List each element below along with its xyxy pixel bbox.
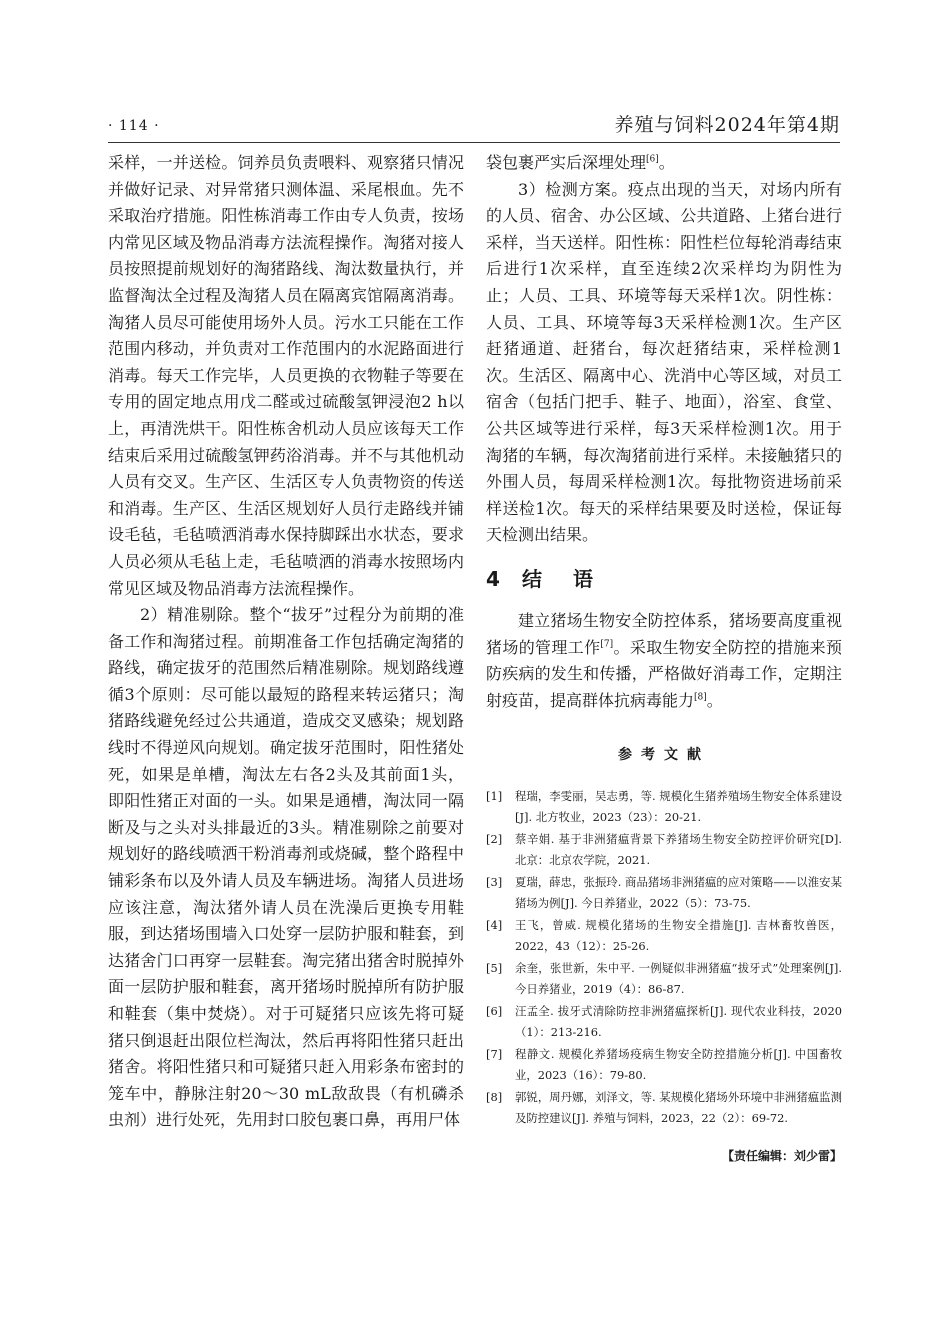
citation-8: [8] (694, 692, 707, 703)
left-paragraph-2: 2）精准剔除。整个“拔牙”过程分为前期的准备工作和淘猪过程。前期准备工作包括确定淘猪的路线，确定拔牙的范围然后精准剔除。规划路线遵循3个原则：尽可能以最短的路程来转运猪只；淘猪路线避免经过公共通道，造成交叉感染；规划路线时不得逆风向规划。确定拔牙范围时，阳性猪处死，如果是单槽，淘汰左右各2头及其前面1头，即阳性猪正对面的一头。如果是通槽，淘汰同一隔断及与之头对头排最近的3头。精准剔除之前要对规划好的路线喷洒干粉消毒剂或烧碱，整个路程中铺彩条布以及外请人员及车辆进场。淘猪人员进场应该注意，淘汰猪外请人员在洗澡后更换专用鞋服，到达猪场围墙入口处穿一层防护服和鞋套，到达猪舍门口再穿一层鞋套。淘完猪出猪舍时脱掉外面一层防护服和鞋套，离开猪场时脱掉所有防护服和鞋套（集中焚烧）。对于可疑猪只应该先将可疑猪只倒退赶出限位栏淘汰，然后再将阳性猪只赶出猪舍。将阳性猪只和可疑猪只赶入用彩条布密封的笼车中，静脉注射20～30 mL敌敌畏（有机磷杀虫剂）进行处死，先用封口胶包裹口鼻，再用尸体 (108, 605, 464, 1130)
reference-item (486, 1087, 842, 1129)
section-number: 4 (486, 566, 500, 591)
right-paragraph-1-end: 。 (658, 153, 675, 172)
reference-item (486, 1044, 842, 1086)
reference-text: 程瑞，李雯丽，吴志勇，等. 规模化生猪养殖场生物安全体系建设[J]. 北方牧业，2023（23）：20-21. (515, 789, 842, 825)
reference-label: [3] (486, 875, 503, 890)
page-number: · 114 · (108, 118, 160, 134)
page-header (108, 108, 840, 142)
reference-label: [2] (486, 832, 503, 847)
reference-label: [5] (486, 961, 503, 976)
left-column (108, 150, 464, 1134)
reference-label: [4] (486, 918, 503, 933)
citation-7: [7] (600, 639, 614, 650)
reference-label: [6] (486, 1004, 503, 1019)
conclusion-text-2: 。采取生物安全防控的措施来预防疾病的发生和传播，严格做好消毒工作，定期注射疫苗，提高群体抗病毒能力 (486, 637, 842, 710)
header-rule (108, 142, 840, 143)
reference-text: 蔡辛娟. 基于非洲猪瘟背景下养猪场生物安全防控评价研究[D]. 北京：北京农学院，2021. (515, 832, 842, 868)
reference-item (486, 915, 842, 957)
reference-text: 程静文. 规模化养猪场疫病生物安全防控措施分析[J]. 中国畜牧业，2023（16）：79-80. (515, 1047, 842, 1083)
reference-label: [1] (486, 789, 503, 804)
reference-text: 郭锐，周丹娜，刘泽文，等. 某规模化猪场外环境中非洲猪瘟监测及防控建议[J]. 养殖与饲料，2023，22（2）：69-72. (515, 1090, 842, 1126)
reference-item (486, 872, 842, 914)
conclusion-end: 。 (706, 690, 723, 710)
left-paragraph-1: 采样，一并送检。饲养员负责喂料、观察猪只情况并做好记录、对异常猪只测体温、采尾根血。先不采取治疗措施。阳性栋消毒工作由专人负责，按场内常见区域及物品消毒方法流程操作。淘猪对接人员按照提前规划好的淘猪路线、淘汰数量执行，并监督淘汰全过程及淘猪人员在隔离宾馆隔离消毒。淘猪人员尽可能使用场外人员。污水工只能在工作范围内移动，并负责对工作范围内的水泥路面进行消毒。每天工作完毕，人员更换的衣物鞋子等要在专用的固定地点用戊二醛或过硫酸氢钾浸泡2 h以上，再清洗烘干。阳性栋舍机动人员应该每天工作结束后采用过硫酸氢钾药浴消毒。并不与其他机动人员有交叉。生产区、生活区专人负责物资的传送和消毒。生产区、生活区规划好人员行走路线并铺设毛毡，毛毡喷洒消毒水保持脚踩出水状态，要求人员必须从毛毡上走，毛毡喷洒的消毒水按照场内常见区域及物品消毒方法流程操作。 (108, 153, 464, 598)
conclusion-paragraph (486, 608, 842, 714)
reference-text: 汪孟全. 拔牙式清除防控非洲猪瘟探析[J]. 现代农业科技，2020（1）：213-216. (515, 1004, 842, 1040)
conclusion-text-1: 建立猪场生物安全防控体系，猪场要高度重视猪场的管理工作 (486, 610, 842, 657)
reference-text: 余奎，张世新，朱中平. 一例疑似非洲猪瘟“拔牙式”处理案例[J]. 今日养猪业，2019（4）：86-87. (515, 961, 842, 997)
section-heading (486, 563, 842, 592)
reference-text: 王飞，曾威. 规模化猪场的生物安全措施[J]. 吉林畜牧兽医，2022，43（12）：25-26. (515, 918, 842, 954)
reference-item (486, 786, 842, 828)
references-heading: 参考文献 (618, 747, 710, 764)
right-column (486, 150, 842, 1164)
reference-label: [8] (486, 1090, 503, 1105)
right-paragraph-1-text: 袋包裹严实后深埋处理 (486, 153, 647, 172)
right-paragraph-1 (486, 150, 842, 177)
citation-6: [6] (646, 154, 659, 165)
editor-credit: 【责任编辑：刘少雷】 (721, 1149, 842, 1164)
reference-label: [7] (486, 1047, 503, 1062)
journal-issue: 养殖与饲料2024年第4期 (614, 114, 840, 136)
reference-list (486, 786, 842, 1129)
section-title: 结 语 (522, 566, 605, 591)
reference-item (486, 1001, 842, 1043)
reference-text: 夏瑞，薛忠，张振玲. 商品猪场非洲猪瘟的应对策略——以淮安某猪场为例[J]. 今日养猪业，2022（5）：73-75. (515, 875, 842, 911)
reference-item (486, 958, 842, 1000)
reference-item (486, 829, 842, 871)
right-paragraph-2: 3）检测方案。疫点出现的当天，对场内所有的人员、宿舍、办公区域、公共道路、上猪台进行采样，当天送样。阳性栋：阳性栏位每轮消毒结束后进行1次采样，直至连续2次采样均为阴性为止；人员、工具、环境等每天采样1次。阴性栋：人员、工具、环境等每3天采样检测1次。生产区赶猪通道、赶猪台，每次赶猪结束，采样检测1次。生活区、隔离中心、洗消中心等区域，对员工宿舍（包括门把手、鞋子、地面），浴室、食堂、公共区域等进行采样，每3天采样检测1次。用于淘猪的车辆，每次淘猪前进行采样。未接触猪只的外围人员，每周采样检测1次。每批物资进场前采样送检1次。每天的采样结果要及时送检，保证每天检测出结果。 (486, 179, 842, 545)
